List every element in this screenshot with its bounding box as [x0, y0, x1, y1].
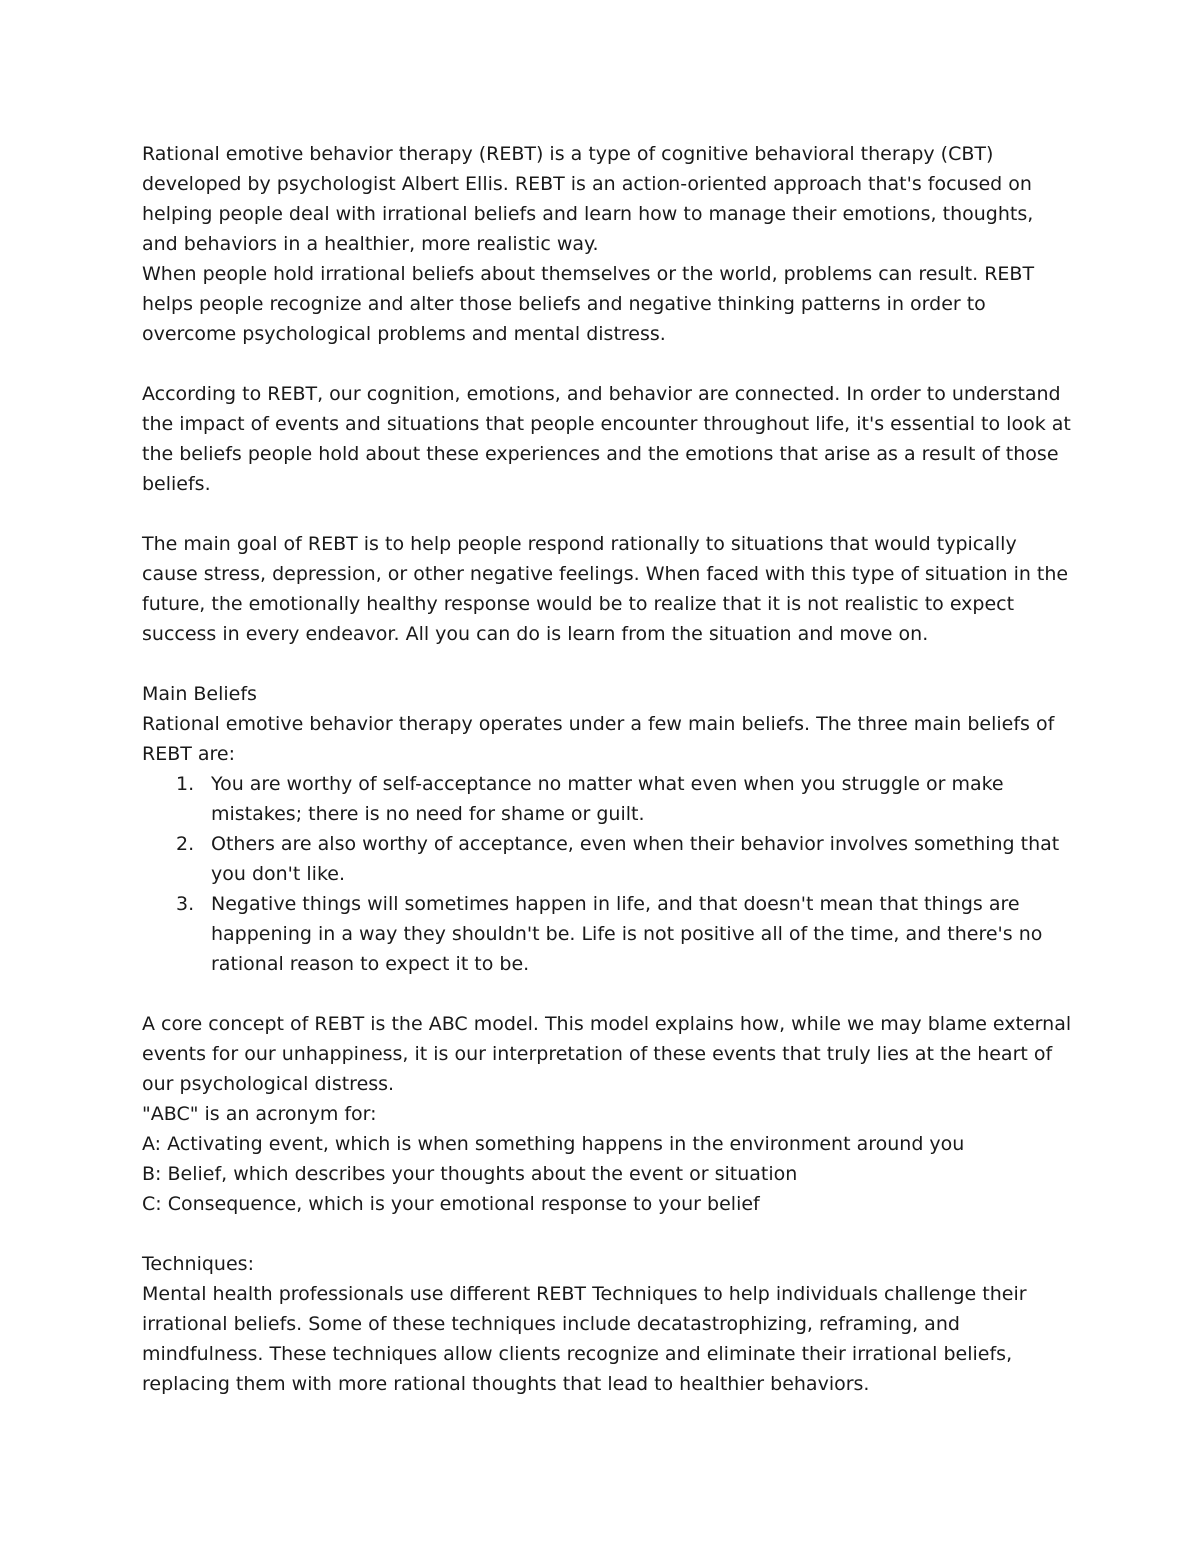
- spacer: [142, 1219, 1072, 1249]
- connection-paragraph: According to REBT, our cognition, emotions, and behavior are connected. In order to understand the impact of events and situations that people encounter throughout life, it's essential to look at the beliefs people hold about these experiences and the emotions that arise as a result of those beliefs.: [142, 383, 1071, 495]
- abc-a-line: A: Activating event, which is when something happens in the environment around you: [142, 1133, 965, 1155]
- abc-acronym-line: "ABC" is an acronym for:: [142, 1103, 377, 1125]
- list-item-text: Others are also worthy of acceptance, even when their behavior involves something that you don't like.: [211, 833, 1060, 885]
- spacer: [142, 349, 1072, 379]
- list-item: [142, 889, 1072, 979]
- list-item-number: 3.: [176, 893, 195, 915]
- abc-b-line: B: Belief, which describes your thoughts about the event or situation: [142, 1163, 798, 1185]
- spacer: [142, 979, 1072, 1009]
- list-item-number: 1.: [176, 773, 195, 795]
- list-item-text: Negative things will sometimes happen in life, and that doesn't mean that things are happening in a way they shouldn't be. Life is not positive all of the time, and there's no rational reason to expect it to be.: [211, 893, 1043, 975]
- abc-c-line: C: Consequence, which is your emotional response to your belief: [142, 1193, 760, 1215]
- list-item-text: You are worthy of self-acceptance no matter what even when you struggle or make mistakes; there is no need for shame or guilt.: [211, 773, 1004, 825]
- spacer: [142, 649, 1072, 679]
- main-beliefs-intro: Rational emotive behavior therapy operates under a few main beliefs. The three main beliefs of REBT are:: [142, 713, 1055, 765]
- main-beliefs-heading: Main Beliefs: [142, 683, 257, 705]
- abc-intro-paragraph: A core concept of REBT is the ABC model. This model explains how, while we may blame external events for our unhappiness, it is our interpretation of these events that truly lies at the heart of our psychological distress.: [142, 1013, 1072, 1095]
- list-item: [142, 829, 1072, 889]
- document-page: [142, 139, 1072, 1399]
- intro-paragraph: Rational emotive behavior therapy (REBT) is a type of cognitive behavioral therapy (CBT) developed by psychologist Albert Ellis. REBT is an action-oriented approach that's focused on helping people deal with irrational beliefs and learn how to manage their emotions, thoughts, and behaviors in a healthier, more realistic way.: [142, 143, 1034, 255]
- list-item-number: 2.: [176, 833, 195, 855]
- techniques-paragraph: Mental health professionals use different REBT Techniques to help individuals challenge their irrational beliefs. Some of these techniques include decatastrophizing, reframing, and mindfulness. These techniques allow clients recognize and eliminate their irrational beliefs, replacing them with more rational thoughts that lead to healthier behaviors.: [142, 1283, 1027, 1395]
- irrational-beliefs-paragraph: When people hold irrational beliefs about themselves or the world, problems can result. REBT helps people recognize and alter those beliefs and negative thinking patterns in order to overcome psychological problems and mental distress.: [142, 263, 1035, 345]
- goal-paragraph: The main goal of REBT is to help people respond rationally to situations that would typically cause stress, depression, or other negative feelings. When faced with this type of situation in the future, the emotionally healthy response would be to realize that it is not realistic to expect success in every endeavor. All you can do is learn from the situation and move on.: [142, 533, 1069, 645]
- main-beliefs-list: [142, 769, 1072, 979]
- list-item: [142, 769, 1072, 829]
- spacer: [142, 499, 1072, 529]
- techniques-heading: Techniques:: [142, 1253, 254, 1275]
